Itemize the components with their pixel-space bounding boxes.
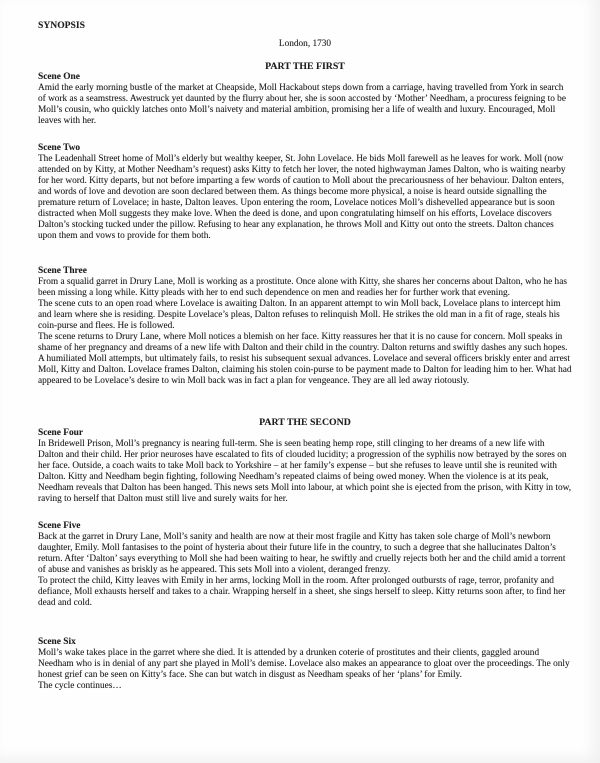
- scene-two-paragraph: The Leadenhall Street home of Moll’s elderly but wealthy keeper, St. John Lovelace. He bids Moll farewell as he leaves for work. Moll (now attended on by Kitty, at Mother Needham’s request) asks Kitty to fetch her lover, the noted highwayman James Dalton, who is waiting nearby for her word. Kitty departs, but not before imparting a few words of caution to Moll about the precariousness of her behaviour. Dalton enters, and words of love and devotion are soon declared between them. As things become more physical, a noise is heard outside signalling the premature return of Lovelace; in haste, Dalton leaves. Upon entering the room, Lovelace notices Moll’s dishevelled appearance but is soon distracted when Moll suggests they make love. When the deed is done, and upon congratulating himself on his efforts, Lovelace discovers Dalton’s stocking tucked under the pillow. Refusing to hear any explanation, he throws Moll and Kitty out onto the streets. Dalton chances upon them and vows to provide for them both.: [38, 154, 566, 241]
- scene-four-paragraph: In Bridewell Prison, Moll’s pregnancy is nearing full-term. She is seen beating hemp rope, still clinging to her dreams of a new life with Dalton and their child. Her prior neuroses have escalated to fits of clouded lucidity; a progression of the syphilis now betrayed by the sores on her face. Outside, a coach waits to take Moll back to Yorkshire – at her family’s expense – but she refuses to leave until she is reunited with Dalton. Kitty and Needham begin fighting, following Needham’s repeated claims of being owed money. When the violence is at its peak, Needham reveals that Dalton has been hanged. This news sets Moll into labour, at which point she is ejected from the prison, with Kitty in tow, raving to herself that Dalton must still live and surely waits for her.: [38, 439, 572, 504]
- scene-three-heading: Scene Three: [38, 266, 87, 276]
- scene-three-section: [38, 266, 572, 387]
- scene-four-heading: Scene Four: [38, 428, 84, 438]
- scene-five-section: [38, 521, 572, 609]
- scene-six-heading: Scene Six: [38, 637, 76, 647]
- scene-three-paragraph: From a squalid garret in Drury Lane, Moll is working as a prostitute. Once alone with Kitty, she shares her concerns about Dalton, who he has been missing a long while. Kitty pleads with her to end such dependence on men and readies her for further work that evening.: [38, 277, 567, 298]
- scene-three-paragraph: The scene returns to Drury Lane, where Moll notices a blemish on her face. Kitty reassures her that it is no cause for concern. Moll speaks in shame of her pregnancy and dreams of a new life with Dalton and their child in the country. Dalton returns and swiftly dashes any such hopes. A humiliated Moll attempts, but ultimately fails, to resist his subsequent sexual advances. Lovelace and several officers briskly enter and arrest Moll, Kitty and Dalton. Lovelace frames Dalton, claiming his stolen coin-purse to be payment made to Dalton for leading him to her. What had appeared to be Lovelace’s desire to win Moll back was in fact a plan for vengeance. They are all led away riotously.: [38, 332, 572, 386]
- scene-five-heading: Scene Five: [38, 521, 81, 531]
- document-title: SYNOPSIS: [38, 20, 85, 31]
- scene-six-closing-line: The cycle continues…: [38, 681, 122, 691]
- scene-six-paragraph: Moll’s wake takes place in the garret where she died. It is attended by a drunken coterie of prostitutes and their clients, gaggled around Needham who is in denial of any part she played in Moll’s demise. Lovelace also makes an appearance to gloat over the proceedings. The only honest grief can be seen on Kitty’s face. She can but watch in disgust as Needham speaks of her ‘plans’ for Emily.: [38, 648, 570, 680]
- scene-one-section: [38, 72, 572, 127]
- scene-one-paragraph: Amid the early morning bustle of the market at Cheapside, Moll Hackabout steps down from a carriage, having travelled from York in search of work as a seamstress. Awestruck yet daunted by the flurry about her, she is soon accosted by ‘Mother’ Needham, a procuress feigning to be Moll’s cousin, who quickly latches onto Moll’s naivety and material ambition, promising her a life of wealth and luxury. Encouraged, Moll leaves with her.: [38, 83, 566, 126]
- scene-three-paragraph: The scene cuts to an open road where Lovelace is awaiting Dalton. In an apparent attempt to win Moll back, Lovelace plans to intercept him and learn where she is residing. Despite Lovelace’s pleas, Dalton refuses to relinquish Moll. He strikes the old man in a fit of rage, steals his coin-purse and flees. He is followed.: [38, 299, 561, 331]
- document-setting: London, 1730: [278, 39, 332, 49]
- scene-five-paragraph: Back at the garret in Drury Lane, Moll’s sanity and health are now at their most fragile and Kitty has taken sole charge of Moll’s newborn daughter, Emily. Moll fantasises to the point of hysteria about their future life in the country, to such a degree that she hallucinates Dalton’s return. After ‘Dalton’ says everything to Moll she had been waiting to hear, he swiftly and cruelly rejects both her and the child amid a torrent of abuse and vanishes as briskly as he appeared. This sets Moll into a violent, deranged frenzy.: [38, 532, 566, 575]
- scene-one-heading: Scene One: [38, 72, 80, 82]
- scene-five-paragraph: To protect the child, Kitty leaves with Emily in her arms, locking Moll in the room. After prolonged outbursts of rage, terror, profanity and defiance, Moll exhausts herself and takes to a chair. Wrapping herself in a sheet, she sings herself to sleep. Kitty returns soon after, to find her dead and cold.: [38, 576, 566, 608]
- scene-two-section: [38, 143, 572, 242]
- scene-two-heading: Scene Two: [38, 143, 81, 153]
- scene-four-section: [38, 428, 572, 505]
- scene-six-section: [38, 637, 572, 692]
- part-one-title: PART THE FIRST: [265, 61, 345, 72]
- part-two-title: PART THE SECOND: [259, 417, 351, 428]
